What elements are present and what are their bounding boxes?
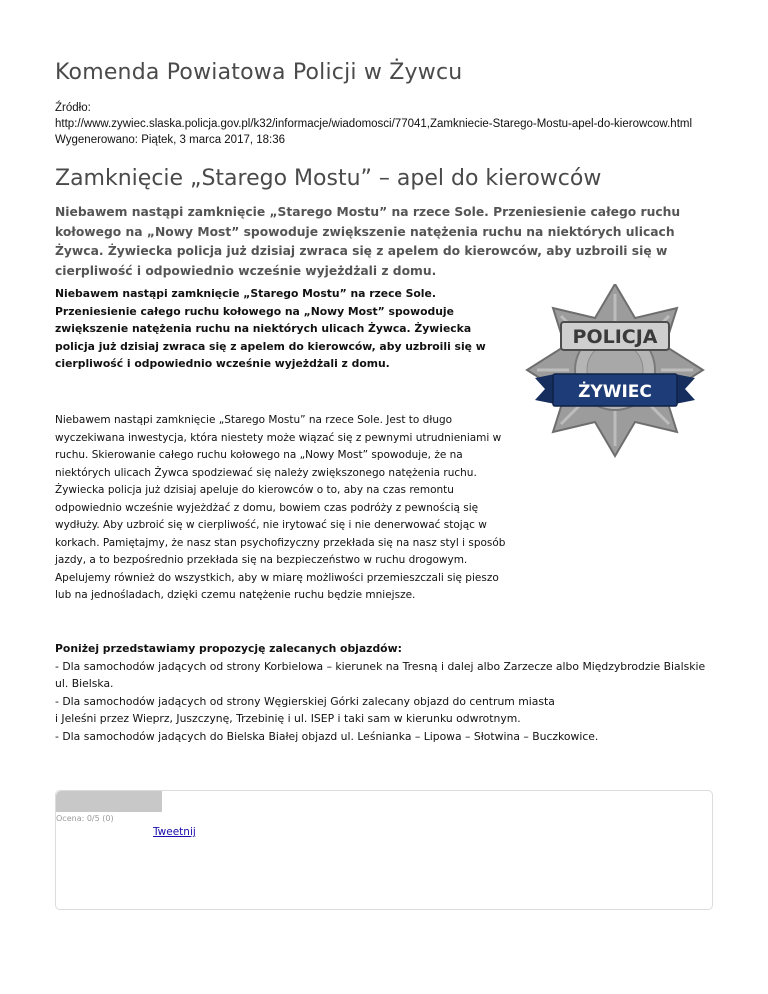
- badge-bottom-text: ŻYWIEC: [578, 382, 652, 402]
- source-url: http://www.zywiec.slaska.policja.gov.pl/k32/informacje/wiadomosci/77041,Zamkniecie-Starego-Mostu-apel-do-kierowcow.html: [55, 118, 693, 130]
- document-meta: [55, 100, 713, 148]
- rating-score: Ocena: 0/5 (0): [56, 814, 114, 823]
- detours-heading: Poniżej przedstawiamy propozycję zalecanych objazdów:: [55, 642, 402, 655]
- tweet-link[interactable]: Tweetnij: [153, 826, 196, 838]
- police-star-badge-icon: [517, 284, 713, 462]
- generated-timestamp: Wygenerowano: Piątek, 3 marca 2017, 18:36: [55, 134, 286, 146]
- badge-top-text: POLICJA: [572, 326, 658, 348]
- article-lead: Niebawem nastąpi zamknięcie „Starego Mostu” na rzece Sole. Przeniesienie całego ruchu kołowego na „Nowy Most” spowoduje zwiększenie natężenia ruchu na niektórych ulicach Żywca. Żywiecka policja już dzisiaj zwraca się z apelem do kierowców, aby uzbroili się w cierpliwość i odpowiednio wcześnie wyjeżdżali z domu.: [55, 205, 681, 278]
- detour-item: i Jeleśni przez Wieprz, Juszczynę, Trzebinię i ul. ISEP i taki sam w kierunku odwrotnym.: [55, 712, 521, 725]
- detour-item: - Dla samochodów jadących do Bielska Białej objazd ul. Leśnianka – Lipowa – Słotwina – Buczkowice.: [55, 729, 599, 743]
- detours-section: [55, 640, 713, 745]
- article-title: Zamknięcie „Starego Mostu” – apel do kierowców: [55, 166, 602, 191]
- detour-item: - Dla samochodów jadących od strony Węgierskiej Górki zalecany objazd do centrum miasta: [55, 694, 555, 708]
- article-intro: Niebawem nastąpi zamknięcie „Starego Mostu” na rzece Sole. Przeniesienie całego ruchu kołowego na „Nowy Most” spowoduje zwiększenie natężenia ruchu na niektórych ulicach Żywca. Żywiecka policja już dzisiaj zwraca się z apelem do kierowców, aby uzbroili się w cierpliwość i odpowiednio wcześnie wyjeżdżali z domu.: [55, 287, 486, 370]
- article-body: Niebawem nastąpi zamknięcie „Starego Mostu” na rzece Sole. Jest to długo wyczekiwana inwestycja, która niestety może wiązać się z pewnymi utrudnieniami w ruchu. Skierowanie całego ruchu kołowego na „Nowy Most” spowoduje, że na niektórych ulicach Żywca spodziewać się należy zwiększonego natężenia ruchu. Żywiecka policja już dzisiaj apeluje do kierowców o to, aby na czas remontu odpowiednio wcześnie wyjeżdżać z domu, bowiem czas podróży z pewnością się wydłuży. Aby uzbroić się w cierpliwość, nie irytować się i nie denerwować stojąc w korkach. Pamiętajmy, że nasz stan psychofizyczny przekłada się na nasz styl i sposób jazdy, a to bezpośrednio przekłada się na bezpieczeństwo w ruchu drogowym. Apelujemy również do wszystkich, aby w miarę możliwości przemieszczali się pieszo lub na jednośladach, dzięki czemu natężenie ruchu będzie mniejsze.: [55, 414, 506, 601]
- rating-box: [55, 790, 713, 910]
- source-label: Źródło:: [55, 102, 91, 114]
- badge-ribbon-left-tail: [535, 374, 555, 404]
- detour-item: - Dla samochodów jadących od strony Korbielowa – kierunek na Tresną i dalej albo Zarzecze albo Międzybrodzie Bialskie ul. Bielska.: [55, 659, 706, 690]
- rating-stars-bar[interactable]: [56, 791, 162, 812]
- site-title: Komenda Powiatowa Policji w Żywcu: [55, 60, 463, 85]
- badge-ribbon-right-tail: [675, 374, 695, 404]
